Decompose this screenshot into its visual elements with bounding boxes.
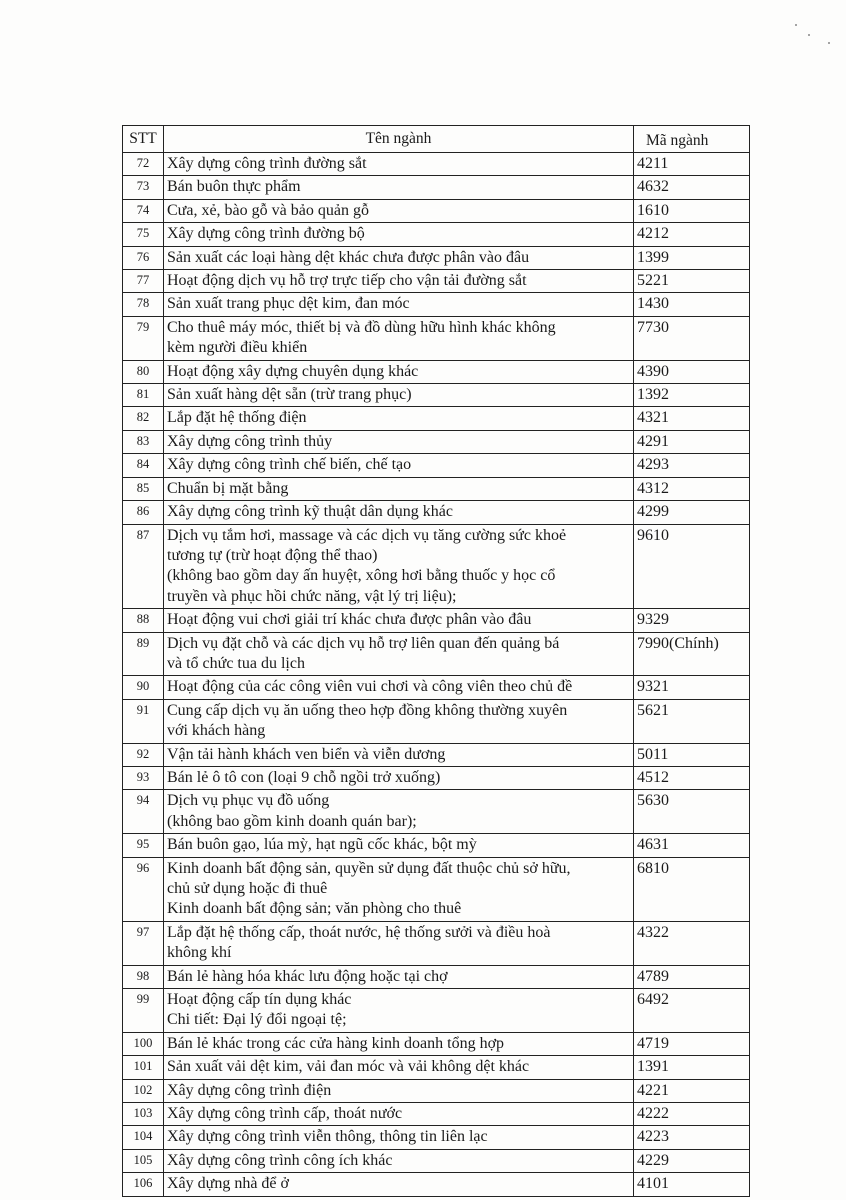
row-industry-code: 4223 bbox=[634, 1126, 750, 1149]
table-row bbox=[123, 384, 750, 407]
table-row bbox=[123, 360, 750, 383]
row-stt: 102 bbox=[123, 1079, 164, 1102]
industry-name-line: Sản xuất vải dệt kim, vải đan móc và vải không dệt khác bbox=[167, 1058, 530, 1076]
row-industry-code: 9329 bbox=[634, 609, 750, 632]
row-industry-name bbox=[164, 921, 634, 965]
row-stt: 74 bbox=[123, 199, 164, 222]
row-stt: 77 bbox=[123, 270, 164, 293]
industry-name-line: Cưa, xẻ, bào gỗ và bảo quản gỗ bbox=[167, 201, 369, 219]
table-row bbox=[123, 699, 750, 743]
row-industry-name bbox=[164, 176, 634, 199]
table-row bbox=[123, 407, 750, 430]
row-stt: 79 bbox=[123, 316, 164, 360]
row-industry-name bbox=[164, 153, 634, 176]
row-industry-code: 4632 bbox=[634, 176, 750, 199]
industry-name-line: Xây dựng công trình thủy bbox=[167, 432, 333, 450]
industry-name-line: Bán buôn thực phẩm bbox=[167, 178, 301, 196]
table-row bbox=[123, 1079, 750, 1102]
row-stt: 93 bbox=[123, 766, 164, 789]
row-industry-name bbox=[164, 524, 634, 609]
row-stt: 100 bbox=[123, 1032, 164, 1055]
table-row bbox=[123, 1103, 750, 1126]
row-industry-code: 4222 bbox=[634, 1103, 750, 1126]
row-stt: 99 bbox=[123, 989, 164, 1033]
industry-name-line: Dịch vụ tắm hơi, massage và các dịch vụ tăng cường sức khoẻ bbox=[167, 526, 567, 544]
industry-name-line: (không bao gồm day ấn huyệt, xông hơi bằng thuốc y học cổ bbox=[167, 567, 556, 585]
row-stt: 84 bbox=[123, 454, 164, 477]
row-industry-code: 4293 bbox=[634, 454, 750, 477]
table-row bbox=[123, 1056, 750, 1079]
row-industry-code: 4299 bbox=[634, 501, 750, 524]
row-industry-name bbox=[164, 270, 634, 293]
industry-name-line: Sản xuất hàng dệt sẵn (trừ trang phục) bbox=[167, 386, 412, 404]
table-row bbox=[123, 153, 750, 176]
row-stt: 106 bbox=[123, 1173, 164, 1196]
header-code: Mã ngành bbox=[634, 126, 750, 153]
row-stt: 105 bbox=[123, 1149, 164, 1172]
row-stt: 101 bbox=[123, 1056, 164, 1079]
table-row bbox=[123, 1173, 750, 1196]
row-industry-code: 6492 bbox=[634, 989, 750, 1033]
industry-name-line: Xây dựng công trình chế biến, chế tạo bbox=[167, 456, 412, 474]
industry-name-line: Hoạt động vui chơi giải trí khác chưa được phân vào đâu bbox=[167, 611, 532, 629]
row-industry-name bbox=[164, 790, 634, 834]
industry-name-line: Xây dựng công trình cấp, thoát nước bbox=[167, 1105, 403, 1123]
row-industry-name bbox=[164, 407, 634, 430]
industry-name-line: Hoạt động của các công viên vui chơi và công viên theo chủ đề bbox=[167, 678, 573, 696]
industry-name-line: (không bao gồm kinh doanh quán bar); bbox=[167, 812, 417, 830]
industry-name-line: Hoạt động cấp tín dụng khác bbox=[167, 991, 352, 1009]
industry-name-line: Kinh doanh bất động sản; văn phòng cho thuê bbox=[167, 900, 462, 918]
industry-name-line: kèm người điều khiển bbox=[167, 339, 308, 357]
table-row bbox=[123, 454, 750, 477]
scan-speck bbox=[828, 42, 830, 44]
table-row bbox=[123, 1032, 750, 1055]
row-industry-name bbox=[164, 743, 634, 766]
row-stt: 75 bbox=[123, 223, 164, 246]
industry-name-line: Chi tiết: Đại lý đổi ngoại tệ; bbox=[167, 1011, 347, 1029]
row-industry-code: 1610 bbox=[634, 199, 750, 222]
row-industry-code: 1430 bbox=[634, 293, 750, 316]
row-industry-code: 6810 bbox=[634, 857, 750, 921]
table-row bbox=[123, 834, 750, 857]
row-industry-name bbox=[164, 699, 634, 743]
row-stt: 78 bbox=[123, 293, 164, 316]
table-row bbox=[123, 790, 750, 834]
industry-name-line: không khí bbox=[167, 944, 232, 962]
row-industry-code: 4291 bbox=[634, 430, 750, 453]
row-stt: 73 bbox=[123, 176, 164, 199]
row-industry-code: 4101 bbox=[634, 1173, 750, 1196]
row-stt: 104 bbox=[123, 1126, 164, 1149]
industry-name-line: Xây dựng công trình đường sắt bbox=[167, 155, 367, 172]
industry-name-line: Dịch vụ phục vụ đồ uống bbox=[167, 792, 330, 810]
row-stt: 85 bbox=[123, 477, 164, 500]
row-industry-name bbox=[164, 199, 634, 222]
table-body bbox=[123, 153, 750, 1197]
row-industry-name bbox=[164, 293, 634, 316]
row-stt: 80 bbox=[123, 360, 164, 383]
industry-name-line: Lắp đặt hệ thống điện bbox=[167, 409, 307, 427]
industry-name-line: truyền và phục hồi chức năng, vật lý trị liệu); bbox=[167, 587, 457, 605]
row-stt: 86 bbox=[123, 501, 164, 524]
table-row bbox=[123, 524, 750, 609]
table-row bbox=[123, 477, 750, 500]
row-industry-name bbox=[164, 766, 634, 789]
row-industry-name bbox=[164, 316, 634, 360]
industry-name-line: Cung cấp dịch vụ ăn uống theo hợp đồng không thường xuyên bbox=[167, 701, 568, 719]
row-industry-name bbox=[164, 477, 634, 500]
industry-name-line: Xây dựng công trình điện bbox=[167, 1081, 332, 1099]
row-stt: 72 bbox=[123, 153, 164, 176]
row-industry-code: 1391 bbox=[634, 1056, 750, 1079]
industry-name-line: Xây dựng công trình kỹ thuật dân dụng khác bbox=[167, 503, 453, 521]
industry-name-line: Xây dựng nhà để ở bbox=[167, 1175, 289, 1193]
row-industry-name bbox=[164, 1056, 634, 1079]
industry-name-line: Vận tải hành khách ven biển và viễn dương bbox=[167, 745, 446, 763]
table-row bbox=[123, 223, 750, 246]
table-row bbox=[123, 316, 750, 360]
row-industry-code: 5011 bbox=[634, 743, 750, 766]
row-stt: 98 bbox=[123, 965, 164, 988]
row-stt: 96 bbox=[123, 857, 164, 921]
industry-name-line: Sản xuất trang phục dệt kim, đan móc bbox=[167, 295, 410, 313]
industry-name-line: Chuẩn bị mặt bằng bbox=[167, 479, 289, 497]
table-row bbox=[123, 989, 750, 1033]
table-row bbox=[123, 270, 750, 293]
row-stt: 89 bbox=[123, 632, 164, 676]
table-row bbox=[123, 632, 750, 676]
table-row bbox=[123, 676, 750, 699]
row-industry-name bbox=[164, 246, 634, 269]
industry-name-line: tương tự (trừ hoạt động thể thao) bbox=[167, 546, 378, 564]
row-industry-code: 4322 bbox=[634, 921, 750, 965]
row-industry-code: 7730 bbox=[634, 316, 750, 360]
row-industry-code: 4789 bbox=[634, 965, 750, 988]
table-row bbox=[123, 501, 750, 524]
row-industry-name bbox=[164, 676, 634, 699]
industry-name-line: Bán lẻ ô tô con (loại 9 chỗ ngồi trở xuống) bbox=[167, 768, 441, 786]
row-stt: 82 bbox=[123, 407, 164, 430]
row-industry-code: 4512 bbox=[634, 766, 750, 789]
header-stt: STT bbox=[123, 126, 164, 153]
row-industry-code: 4229 bbox=[634, 1149, 750, 1172]
row-industry-code: 5621 bbox=[634, 699, 750, 743]
table-row bbox=[123, 857, 750, 921]
row-industry-name bbox=[164, 1149, 634, 1172]
row-industry-name bbox=[164, 384, 634, 407]
industry-name-line: Bán lẻ hàng hóa khác lưu động hoặc tại chợ bbox=[167, 967, 448, 985]
row-stt: 90 bbox=[123, 676, 164, 699]
row-stt: 94 bbox=[123, 790, 164, 834]
row-stt: 95 bbox=[123, 834, 164, 857]
row-stt: 88 bbox=[123, 609, 164, 632]
industry-name-line: chủ sử dụng hoặc đi thuê bbox=[167, 880, 328, 897]
row-industry-code: 4212 bbox=[634, 223, 750, 246]
row-industry-code: 4221 bbox=[634, 1079, 750, 1102]
table-row bbox=[123, 199, 750, 222]
row-industry-name bbox=[164, 360, 634, 383]
row-industry-name bbox=[164, 1173, 634, 1196]
row-industry-name bbox=[164, 834, 634, 857]
row-industry-code: 4211 bbox=[634, 153, 750, 176]
row-industry-name bbox=[164, 1079, 634, 1102]
row-industry-name bbox=[164, 223, 634, 246]
industry-name-line: Dịch vụ đặt chỗ và các dịch vụ hỗ trợ liên quan đến quảng bá bbox=[167, 634, 560, 652]
table-row bbox=[123, 766, 750, 789]
industry-name-line: với khách hàng bbox=[167, 722, 266, 740]
industry-name-line: Cho thuê máy móc, thiết bị và đồ dùng hữu hình khác không bbox=[167, 318, 556, 336]
table-row bbox=[123, 293, 750, 316]
row-industry-name bbox=[164, 989, 634, 1033]
row-industry-name bbox=[164, 632, 634, 676]
row-industry-name bbox=[164, 1126, 634, 1149]
industry-name-line: Bán lẻ khác trong các cửa hàng kinh doanh tổng hợp bbox=[167, 1034, 505, 1052]
header-name: Tên ngành bbox=[164, 126, 634, 153]
row-industry-name bbox=[164, 965, 634, 988]
row-industry-code: 4312 bbox=[634, 477, 750, 500]
row-industry-code: 5630 bbox=[634, 790, 750, 834]
industry-name-line: Hoạt động xây dựng chuyên dụng khác bbox=[167, 362, 419, 380]
table-row bbox=[123, 609, 750, 632]
row-stt: 76 bbox=[123, 246, 164, 269]
row-industry-name bbox=[164, 501, 634, 524]
table-header-row bbox=[123, 126, 750, 153]
row-industry-name bbox=[164, 430, 634, 453]
industry-name-line: Xây dựng công trình đường bộ bbox=[167, 225, 365, 243]
table-row bbox=[123, 430, 750, 453]
table-row bbox=[123, 1149, 750, 1172]
industry-name-line: Sản xuất các loại hàng dệt khác chưa được phân vào đâu bbox=[167, 248, 530, 266]
row-industry-code: 9321 bbox=[634, 676, 750, 699]
table-row bbox=[123, 246, 750, 269]
row-stt: 83 bbox=[123, 430, 164, 453]
row-industry-name bbox=[164, 609, 634, 632]
industry-name-line: Bán buôn gạo, lúa mỳ, hạt ngũ cốc khác, bột mỳ bbox=[167, 836, 477, 854]
row-industry-code: 7990(Chính) bbox=[634, 632, 750, 676]
row-industry-code: 9610 bbox=[634, 524, 750, 609]
table-row bbox=[123, 965, 750, 988]
row-stt: 103 bbox=[123, 1103, 164, 1126]
industry-name-line: và tổ chức tua du lịch bbox=[167, 654, 305, 672]
row-industry-code: 5221 bbox=[634, 270, 750, 293]
row-industry-code: 4631 bbox=[634, 834, 750, 857]
industry-name-line: Hoạt động dịch vụ hỗ trợ trực tiếp cho vận tải đường sắt bbox=[167, 272, 527, 290]
industry-name-line: Kinh doanh bất động sản, quyền sử dụng đất thuộc chủ sở hữu, bbox=[167, 859, 571, 877]
industry-name-line: Lắp đặt hệ thống cấp, thoát nước, hệ thống sưởi và điều hoà bbox=[167, 923, 551, 941]
row-industry-code: 1399 bbox=[634, 246, 750, 269]
row-stt: 97 bbox=[123, 921, 164, 965]
row-industry-name bbox=[164, 857, 634, 921]
row-stt: 92 bbox=[123, 743, 164, 766]
table-row bbox=[123, 176, 750, 199]
scan-speck bbox=[808, 34, 810, 36]
table-row bbox=[123, 921, 750, 965]
row-stt: 81 bbox=[123, 384, 164, 407]
row-industry-code: 1392 bbox=[634, 384, 750, 407]
table-row bbox=[123, 743, 750, 766]
industry-name-line: Xây dựng công trình viễn thông, thông tin liên lạc bbox=[167, 1128, 488, 1146]
row-industry-name bbox=[164, 1032, 634, 1055]
row-industry-name bbox=[164, 454, 634, 477]
row-industry-code: 4719 bbox=[634, 1032, 750, 1055]
row-industry-name bbox=[164, 1103, 634, 1126]
table-row bbox=[123, 1126, 750, 1149]
row-industry-code: 4390 bbox=[634, 360, 750, 383]
industry-name-line: Xây dựng công trình công ích khác bbox=[167, 1151, 393, 1169]
industry-table bbox=[122, 125, 750, 1197]
row-stt: 87 bbox=[123, 524, 164, 609]
row-industry-code: 4321 bbox=[634, 407, 750, 430]
row-stt: 91 bbox=[123, 699, 164, 743]
scan-speck bbox=[795, 24, 797, 26]
